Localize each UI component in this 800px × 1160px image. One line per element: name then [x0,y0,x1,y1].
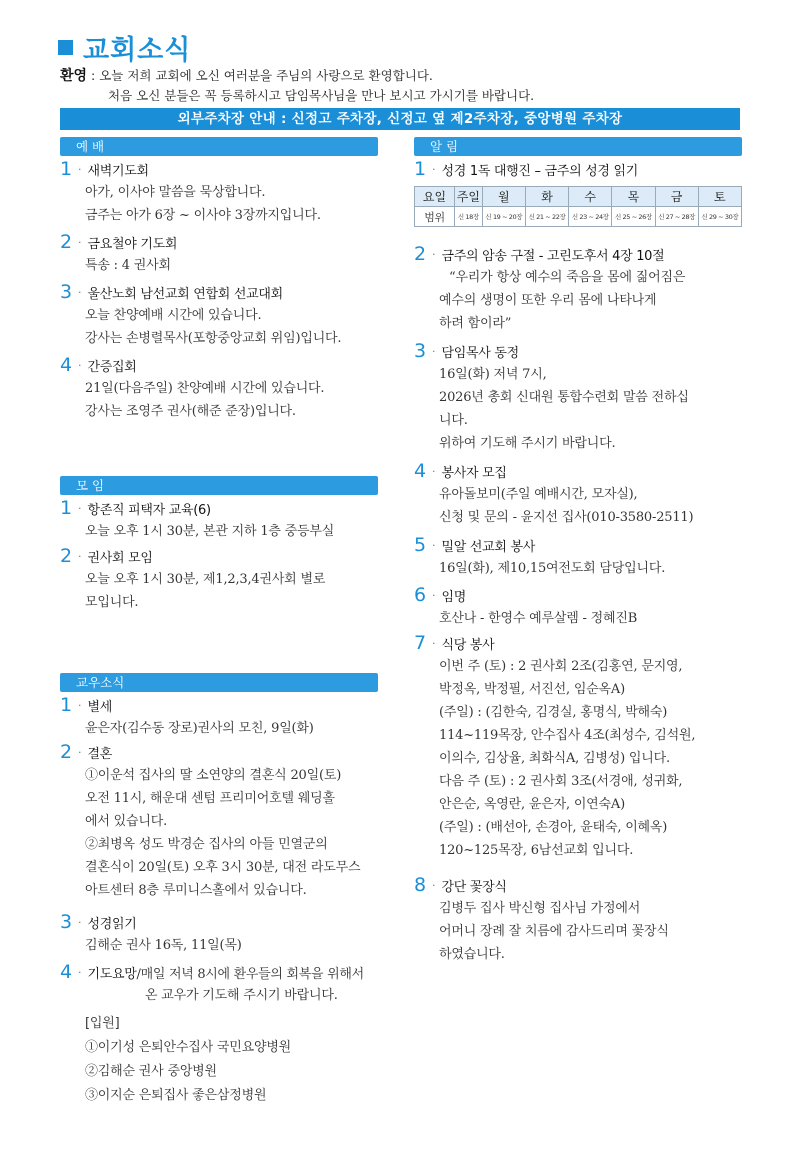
item-line: 오늘 찬양예배 시간에 있습니다. [85,308,262,323]
item-title: 담임목사 동정 [441,345,519,361]
page-title [58,30,191,64]
item-title: 권사회 모임 [87,550,153,566]
meeting-item-1: 1 · 항존직 피택자 교육(6) 오늘 오후 1시 30분, 본관 지하 1층 중등부실 [60,497,334,543]
square-bullet-icon [58,40,73,55]
section-heading-notices: 알 림 [414,137,742,156]
item-title: 결혼 [87,746,113,762]
table-cell: 신 27 ~ 28장 [655,207,698,227]
item-title: 임명 [441,589,467,605]
item-line: 오늘 오후 1시 30분, 제1,2,3,4권사회 별로 [85,572,326,587]
members-item-1: 1 · 별세 윤은자(김수동 장로)권사의 모친, 9일(화) [60,694,314,740]
item-line: 하였습니다. [439,947,505,962]
table-cell: 신 21 ~ 22장 [525,207,568,227]
item-line: 니다. [439,413,468,428]
welcome-label: 환영 [60,68,88,84]
item-line: 모입니다. [85,595,139,610]
item-title: 새벽기도회 [87,163,149,179]
item-title: 기도요망 [87,966,137,982]
item-line: 윤은자(김수동 장로)권사의 모친, 9일(화) [85,721,314,736]
welcome-line-1: : 오늘 저희 교회에 오신 여러분을 주님의 사랑으로 환영합니다. [91,68,433,83]
table-row [415,187,742,207]
item-title: 간증집회 [87,359,137,375]
table-cell: 신 25 ~ 26장 [612,207,655,227]
item-line: 호산나 - 한영수 예루살렘 - 정혜진B [439,611,638,626]
item-line: ②최병옥 성도 박경순 집사의 아들 민열군의 [85,837,328,852]
item-line: 120~125목장, 6남선교회 입니다. [439,843,634,858]
hospital-line: ②김해순 권사 중앙병원 [85,1064,217,1079]
section-heading-meeting: 모 임 [60,476,378,495]
item-title: 항존직 피택자 교육(6) [87,502,211,518]
table-cell: 목 [612,187,655,207]
item-title: 밀알 선교회 봉사 [441,539,535,555]
members-item-2: 2 · 결혼 ①이운석 집사의 딸 소연양의 결혼식 20일(토) 오전 11시, 해운대 센텀 프리미어호텔 웨딩홀 에서 있습니다. ②최병옥 성도 박경순 집사의 아들 민열군의 결혼식이 20일(토) 오후 3시 30분, 대전 라도무스 아트센터 8층 루미니스홀에서 있습니다. [60,741,360,902]
item-line: 김해순 권사 16독, 11일(목) [85,938,242,953]
section-heading-members: 교우소식 [60,673,378,692]
members-item-3: 3 · 성경읽기 김해순 권사 16독, 11일(목) [60,911,242,957]
hospital-line: ③이지순 은퇴집사 좋은삼정병원 [85,1088,267,1103]
item-line: ①이운석 집사의 딸 소연양의 결혼식 20일(토) [85,768,342,783]
item-line: 114~119목장, 안수집사 4조(최성수, 김석원, [439,728,696,743]
item-line: (주일) : (배선아, 손경아, 윤태숙, 이혜옥) [439,820,668,835]
item-line: 안은순, 옥영란, 윤은자, 이연숙A) [439,797,625,812]
item-line: 금주는 아가 6장 ~ 이사야 3장까지입니다. [85,208,321,223]
item-title: 금주의 암송 구절 - 고린도후서 4장 10절 [441,248,665,264]
item-line: (주일) : (김한숙, 김경실, 홍명식, 박해숙) [439,705,668,720]
item-line: 아가, 이사야 말씀을 묵상합니다. [85,185,266,200]
item-title: 성경읽기 [87,916,137,932]
item-line: 유아돌보미(주일 예배시간, 모자실), [439,487,638,502]
table-cell: 토 [698,187,741,207]
table-cell: 화 [525,187,568,207]
notice-item-4: 4 · 봉사자 모집 유아돌보미(주일 예배시간, 모자실), 신청 및 문의 - 윤지선 집사(010-3580-2511) [414,460,693,529]
bible-reading-table [414,186,742,227]
table-cell: 요일 [415,187,455,207]
notice-item-5: 5 · 밀알 선교회 봉사 16일(화), 제10,15여전도회 담당입니다. [414,534,665,580]
item-line: “우리가 항상 예수의 죽음을 몸에 짊어짐은 [449,270,686,285]
page-title-text: 교회소식 [83,34,192,66]
item-line: 이번 주 (토) : 2 권사회 2조(김홍연, 문지영, [439,659,683,674]
parking-notice-banner: 외부주차장 안내 : 신정고 주차장, 신정고 옆 제2주차장, 중앙병원 주차장 [60,108,740,130]
table-cell: 월 [482,187,525,207]
item-line: 하려 함이라” [439,316,512,331]
item-line: 신청 및 문의 - 윤지선 집사(010-3580-2511) [439,510,694,525]
item-title: 울산노회 남선교회 연합회 선교대회 [87,286,283,302]
item-line: 다음 주 (토) : 2 권사회 3조(서경애, 성귀화, [439,774,683,789]
notice-item-2: 2 · 금주의 암송 구절 - 고린도후서 4장 10절 “우리가 항상 예수의 죽음을 몸에 짊어짐은 예수의 생명이 또한 우리 몸에 나타나게 하려 함이라” [414,243,685,335]
item-title: 별세 [87,699,113,715]
item-line: 강사는 조영주 권사(해준 준장)입니다. [85,404,296,419]
hospital-label: [입원] [85,1016,120,1031]
item-title: 봉사자 모집 [441,465,507,481]
table-cell: 수 [569,187,612,207]
hospital-list [60,1012,291,1108]
worship-item-4: 4 · 간증집회 21일(다음주일) 찬양예배 시간에 있습니다. 강사는 조영주 권사(해준 준장)입니다. [60,354,324,423]
item-line: 아트센터 8층 루미니스홀에서 있습니다. [85,883,307,898]
meeting-item-2: 2 · 권사회 모임 오늘 오후 1시 30분, 제1,2,3,4권사회 별로 모입니다. [60,545,325,614]
item-line: 김병두 집사 박신형 집사님 가정에서 [439,901,641,916]
item-line: 오전 11시, 해운대 센텀 프리미어호텔 웨딩홀 [85,791,335,806]
item-line: 강사는 손병렬목사(포항중앙교회 위임)입니다. [85,331,342,346]
worship-item-3: 3 · 울산노회 남선교회 연합회 선교대회 오늘 찬양예배 시간에 있습니다. 강사는 손병렬목사(포항중앙교회 위임)입니다. [60,281,341,350]
worship-item-2: 2 · 금요철야 기도회 특송 : 4 권사회 [60,231,177,277]
notice-item-6: 6 · 임명 호산나 - 한영수 예루살렘 - 정혜진B [414,584,637,630]
item-title: 성경 1독 대행진 – 금주의 성경 읽기 [441,163,639,179]
worship-item-1: 1 · 새벽기도회 아가, 이사야 말씀을 묵상합니다. 금주는 아가 6장 ~ 이사야 3장까지입니다. [60,158,321,227]
item-line: 특송 : 4 권사회 [85,258,171,273]
notice-item-8: 8 · 강단 꽃장식 김병두 집사 박신형 집사님 가정에서 어머니 장례 잘 치름에 감사드리며 꽃장식 하였습니다. [414,874,669,966]
table-cell: 신 23 ~ 24장 [569,207,612,227]
item-title: 식당 봉사 [441,637,495,653]
table-row [415,207,742,227]
item-line: 위하여 기도해 주시기 바랍니다. [439,436,616,451]
welcome-line-2: 처음 오신 분들은 꼭 등록하시고 담임목사님을 만나 보시고 가시기를 바랍니다. [108,88,535,103]
item-line: 결혼식이 20일(토) 오후 3시 30분, 대전 라도무스 [85,860,361,875]
notice-item-3: 3 · 담임목사 동정 16일(화) 저녁 7시, 2026년 총회 신대원 통합수련회 말씀 전하십 니다. 위하여 기도해 주시기 바랍니다. [414,340,689,455]
table-cell: 금 [655,187,698,207]
members-item-4: 4 · 기도요망 /매일 저녁 8시에 환우들의 회복을 위해서 온 교우가 기도해 주시기 바랍니다. [60,961,364,1007]
item-line: 이의수, 김상율, 최화식A, 김병성) 입니다. [439,751,670,766]
table-cell: 주일 [455,187,483,207]
item-line: 박정옥, 박정필, 서진선, 임순옥A) [439,682,625,697]
table-cell: 신 18장 [455,207,483,227]
item-title: 강단 꽃장식 [441,879,507,895]
item-line: 16일(화), 제10,15여전도회 담당입니다. [439,561,666,576]
table-cell: 범위 [415,207,455,227]
item-title-suffix: /매일 저녁 8시에 환우들의 회복을 위해서 [136,966,364,982]
section-heading-worship: 예 배 [60,137,378,156]
item-line: 16일(화) 저녁 7시, [439,367,547,382]
table-cell: 신 29 ~ 30장 [698,207,741,227]
welcome-message [60,66,760,106]
item-line: 온 교우가 기도해 주시기 바랍니다. [145,988,338,1003]
table-cell: 신 19 ~ 20장 [482,207,525,227]
hospital-line: ①이기성 은퇴안수집사 국민요양병원 [85,1040,292,1055]
item-line: 에서 있습니다. [85,814,168,829]
item-line: 21일(다음주일) 찬양예배 시간에 있습니다. [85,381,325,396]
item-title: 금요철야 기도회 [87,236,178,252]
notice-item-7: 7 · 식당 봉사 이번 주 (토) : 2 권사회 2조(김홍연, 문지영, 박정옥, 박정필, 서진선, 임순옥A) (주일) : (김한숙, 김경실, 홍명식, 박해숙) 114~119목장, 안수집사 4조(최성수, 김석원, 이의수, 김상율, 최화식A, 김병성) 입니다. 다음 주 (토) : 2 권사회 3조(서경애, 성귀화, 안은순, 옥영란, 윤은자, 이연숙A) (주일) : (배선아, 손경아, 윤태숙, 이혜옥) 120~125목장, 6남선교회 입니다. [414,632,695,862]
item-line: 오늘 오후 1시 30분, 본관 지하 1층 중등부실 [85,524,335,539]
item-line: 예수의 생명이 또한 우리 몸에 나타나게 [439,293,657,308]
notice-item-1: 1 · 성경 1독 대행진 – 금주의 성경 읽기 [414,158,639,180]
item-line: 2026년 총회 신대원 통합수련회 말씀 전하십 [439,390,689,405]
item-line: 어머니 장례 잘 치름에 감사드리며 꽃장식 [439,924,669,939]
